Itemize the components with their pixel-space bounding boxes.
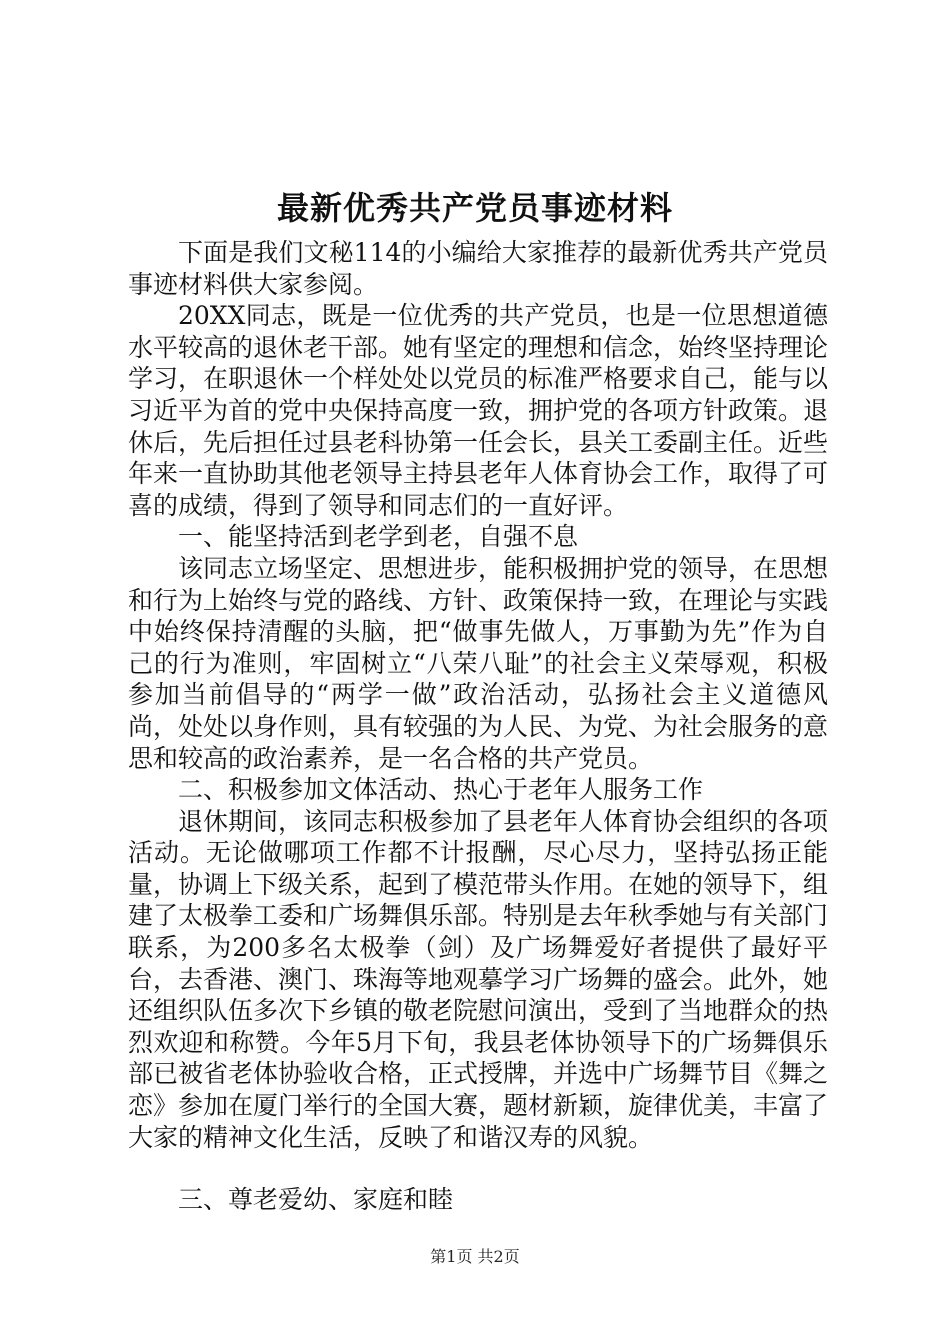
page-footer: 第1页 共2页 <box>430 1247 520 1266</box>
document-body <box>128 237 828 1216</box>
section-2-paragraph: 退休期间，该同志积极参加了县老年人体育协会组织的各项活动。无论做哪项工作都不计报酬，尽心尽力，坚持弘扬正能量，协调上下级关系，起到了模范带头作用。在她的领导下，组建了太极拳工委和广场舞俱乐部。特别是去年秋季她与有关部门联系，为200多名太极拳（剑）及广场舞爱好者提供了最好平台，去香港、澳门、珠海等地观摹学习广场舞的盛会。此外，她还组织队伍多次下乡镇的敬老院慰问演出，受到了当地群众的热烈欢迎和称赞。今年5月下旬，我县老体协领导下的广场舞俱乐部已被省老体协验收合格，正式授牌，并选中广场舞节目《舞之恋》参加在厦门举行的全国大赛，题材新颖，旋律优美，丰富了大家的精神文化生活，反映了和谐汉寿的风貌。 <box>128 806 829 1152</box>
profile-paragraph: 20XX同志，既是一位优秀的共产党员，也是一位思想道德水平较高的退休老干部。她有坚定的理想和信念，始终坚持理论学习，在职退休一个样处处以党员的标准严格要求自己，能与以习近平为首的党中央保持高度一致，拥护党的各项方针政策。退休后，先后担任过县老科协第一任会长，县关工委副主任。近些年来一直协助其他老领导主持县老年人体育协会工作，取得了可喜的成绩，得到了领导和同志们的一直好评。 <box>128 301 829 520</box>
section-heading-2: 二、积极参加文体活动、热心于老年人服务工作 <box>178 775 704 805</box>
section-heading-3: 三、尊老爱幼、家庭和睦 <box>178 1185 454 1215</box>
section-heading-1: 一、能坚持活到老学到老，自强不息 <box>178 522 579 552</box>
section-1-paragraph: 该同志立场坚定、思想进步，能积极拥护党的领导，在思想和行为上始终与党的路线、方针、政策保持一致，在理论与实践中始终保持清醒的头脑，把“做事先做人，万事勤为先”作为自己的行为准则，牢固树立“八荣八耻”的社会主义荣辱观，积极参加当前倡导的“两学一做”政治活动，弘扬社会主义道德风尚，处处以身作则，具有较强的为人民、为党、为社会服务的意思和较高的政治素养，是一名合格的共产党员。 <box>128 553 829 773</box>
intro-paragraph: 下面是我们文秘114的小编给大家推荐的最新优秀共产党员事迹材料供大家参阅。 <box>128 238 828 299</box>
page-title: 最新优秀共产党员事迹材料 <box>276 189 673 227</box>
